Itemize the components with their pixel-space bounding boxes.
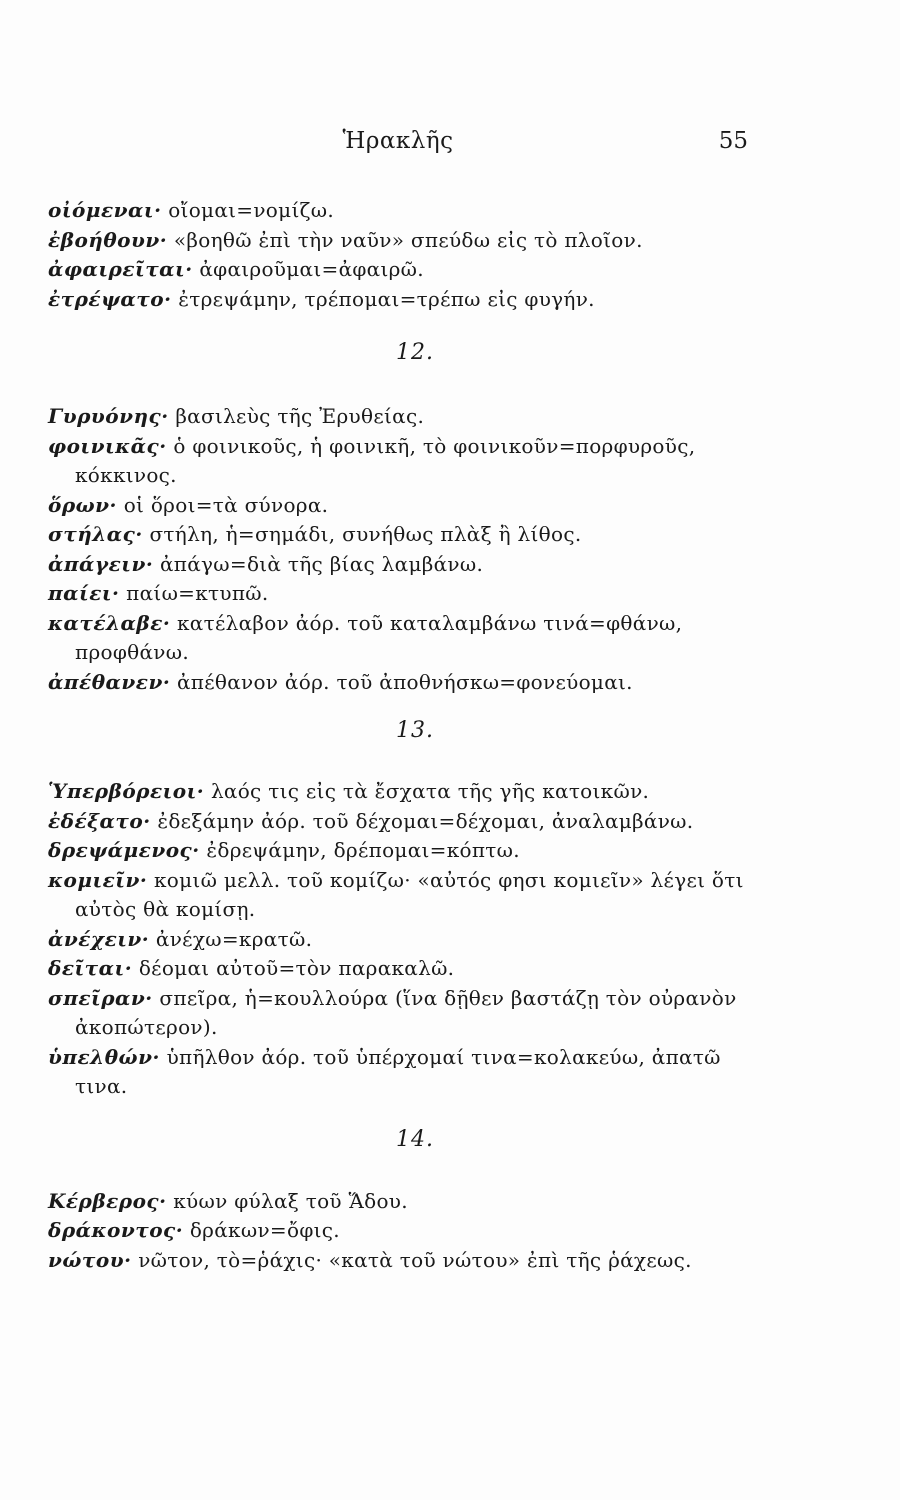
glossary-entry <box>48 550 758 580</box>
entry-lemma: ἀπέθανεν· <box>48 669 171 694</box>
glossary-entry <box>48 777 758 807</box>
entry-lemma: Γυρυόνης· <box>48 404 169 428</box>
entry-gloss: σπεῖρα, ἡ=κουλλούρα (ἵνα δῇθεν βαστάζῃ τὸν οὐρανὸν ἀκοπώτερον). <box>75 985 737 1039</box>
entry-gloss: κατέλαβον ἀόρ. τοῦ καταλαμβάνω τινά=φθάνω, προφθάνω. <box>75 610 683 664</box>
entry-gloss: βασιλεὺς τῆς Ἐρυθείας. <box>168 404 425 428</box>
entry-gloss: ἐδρεψάμην, δρέπομαι=κόπτω. <box>199 838 520 862</box>
entry-lemma: ἐτρέψατο· <box>48 286 172 311</box>
entry-lemma: ἐδέξατο· <box>48 808 151 833</box>
entry-lemma: ἀφαιρεῖται· <box>48 257 193 281</box>
glossary-entry <box>48 402 758 432</box>
entry-lemma: σπεῖραν· <box>48 985 153 1010</box>
glossary-entry <box>48 1246 758 1276</box>
entry-gloss: δέομαι αὐτοῦ=τὸν παρακαλῶ. <box>132 956 455 980</box>
glossary-content <box>48 196 758 1275</box>
entry-gloss: παίω=κτυπῶ. <box>119 581 269 605</box>
entry-gloss: ἀπέθανον ἀόρ. τοῦ ἀποθνήσκω=φονεύομαι. <box>170 669 633 694</box>
section-number-12: 12. <box>396 340 434 365</box>
glossary-entry <box>48 925 758 955</box>
entry-gloss: οἴομαι=νομίζω. <box>161 198 334 222</box>
entry-gloss: ὑπῆλθον ἀόρ. τοῦ ὑπέρχομαί τινα=κολακεύω, ἀπατῶ τινα. <box>75 1044 721 1098</box>
entry-gloss: ὁ φοινικοῦς, ἡ φοινικῆ, τὸ φοινικοῦν=πορφυροῦς, κόκκινος. <box>75 433 696 487</box>
entry-lemma: παίει· <box>48 581 120 605</box>
entry-gloss: κομιῶ μελλ. τοῦ κομίζω· «αὐτός φησι κομιεῖν» λέγει ὅτι αὐτὸς θὰ κομίσῃ. <box>75 867 744 921</box>
glossary-entry <box>48 866 758 925</box>
glossary-entry <box>48 807 758 837</box>
glossary-entry <box>48 1216 758 1246</box>
entry-lemma: ἐβοήθουν· <box>48 227 168 252</box>
entry-gloss: οἱ ὅροι=τὰ σύνορα. <box>117 492 329 517</box>
glossary-entry <box>48 432 758 491</box>
glossary-entry <box>48 520 758 550</box>
entry-lemma: ἀπάγειν· <box>48 551 154 576</box>
entry-lemma: στήλας· <box>48 522 143 546</box>
entry-lemma: δρεψάμενος· <box>48 838 200 862</box>
glossary-entry <box>48 196 758 226</box>
entry-lemma: Ὑπερβόρειοι· <box>48 779 205 803</box>
entry-gloss: στήλη, ἡ=σημάδι, συνήθως πλὰξ ἢ λίθος. <box>142 522 582 546</box>
entry-gloss: ἐτρεψάμην, τρέπομαι=τρέπω εἰς φυγήν. <box>171 286 595 311</box>
page-number: 55 <box>718 128 748 154</box>
entry-lemma: ἀνέχειν· <box>48 926 150 951</box>
entry-lemma: κατέλαβε· <box>48 610 171 635</box>
running-title: Ἡρακλῆς <box>342 128 454 154</box>
entry-gloss: ἀπάγω=διὰ τῆς βίας λαμβάνω. <box>153 551 484 576</box>
entry-lemma: οἰόμεναι· <box>48 198 162 222</box>
entry-gloss: νῶτον, τὸ=ῥάχις· «κατὰ τοῦ νώτου» ἐπὶ τῆς ῥάχεως. <box>131 1247 692 1272</box>
glossary-entry <box>48 836 758 866</box>
glossary-entry <box>48 226 758 256</box>
entry-gloss: κύων φύλαξ τοῦ Ἅδου. <box>166 1188 408 1213</box>
entry-lemma: νώτου· <box>48 1247 132 1272</box>
entry-lemma: Κέρβερος· <box>48 1188 167 1213</box>
glossary-entry <box>48 668 758 698</box>
glossary-entry <box>48 984 758 1043</box>
entry-gloss: ἀνέχω=κρατῶ. <box>149 926 313 951</box>
entry-lemma: φοινικᾶς· <box>48 433 167 458</box>
entry-lemma: δράκοντος· <box>48 1218 184 1242</box>
glossary-entry <box>48 285 758 315</box>
page-header <box>48 128 748 162</box>
entry-gloss: λαός τις εἰς τὰ ἔσχατα τῆς γῆς κατοικῶν. <box>204 779 650 803</box>
section-number-13: 13. <box>396 718 434 743</box>
glossary-entry <box>48 579 758 609</box>
section-number-14: 14. <box>396 1126 434 1152</box>
entry-lemma: ὅρων· <box>48 492 118 517</box>
entry-lemma: κομιεῖν· <box>48 867 148 892</box>
glossary-entry <box>48 255 758 285</box>
glossary-entry <box>48 954 758 984</box>
glossary-entry <box>48 1187 758 1217</box>
glossary-entry <box>48 491 758 521</box>
entry-lemma: ὑπελθών· <box>48 1044 160 1069</box>
entry-gloss: ἐδεξάμην ἀόρ. τοῦ δέχομαι=δέχομαι, ἀναλαμβάνω. <box>150 808 694 833</box>
glossary-entry <box>48 609 758 668</box>
entry-gloss: δράκων=ὄφις. <box>183 1218 340 1242</box>
entry-gloss: «βοηθῶ ἐπὶ τὴν ναῦν» σπεύδω εἰς τὸ πλοῖον. <box>167 227 643 252</box>
entry-gloss: ἀφαιροῦμαι=ἀφαιρῶ. <box>192 257 424 281</box>
entry-lemma: δεῖται· <box>48 956 133 980</box>
glossary-entry <box>48 1043 758 1102</box>
